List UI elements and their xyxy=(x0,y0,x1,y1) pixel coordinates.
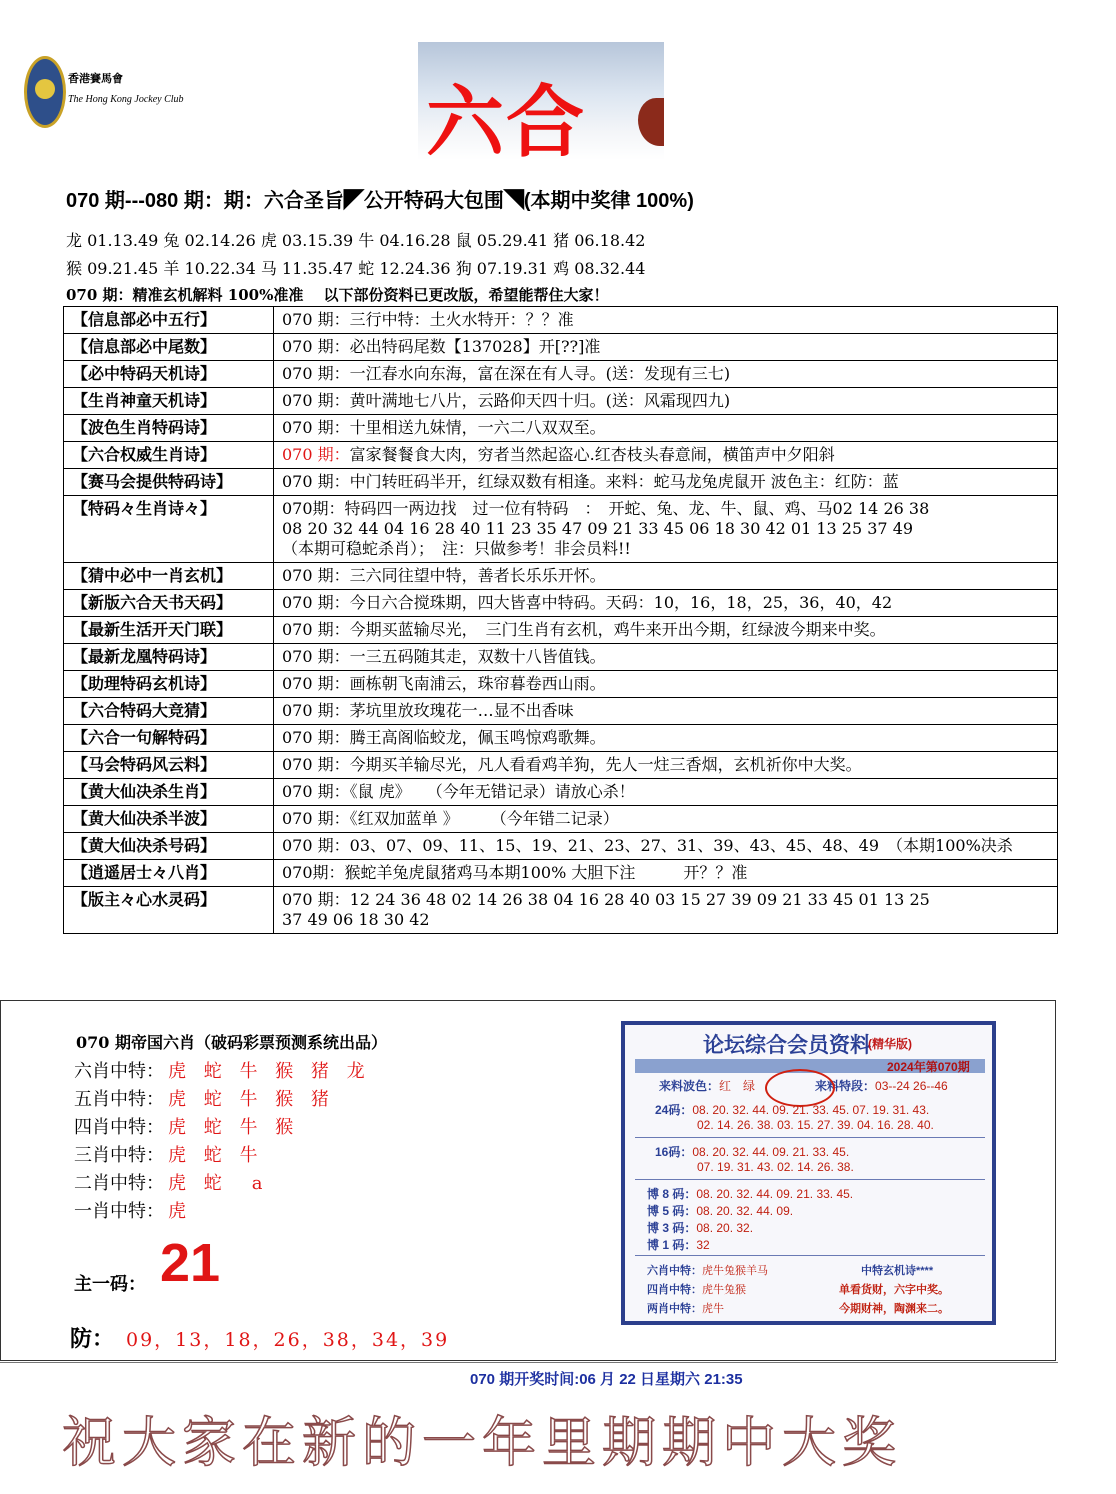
table-row xyxy=(64,698,1058,725)
row-key: 【信息部必中尾数】 xyxy=(64,334,274,361)
table-row xyxy=(64,334,1058,361)
row-key: 【六合特码大竞猜】 xyxy=(64,698,274,725)
fang-label: 防： xyxy=(70,1326,115,1352)
card-six-row xyxy=(647,1262,768,1278)
table-row xyxy=(64,307,1058,334)
card-bo3-label: 博 3 码： xyxy=(647,1221,697,1235)
row-continuation: 08 20 32 44 04 16 28 40 11 23 35 47 09 21 33 45 06 18 30 42 01 13 25 37 49 xyxy=(282,519,914,538)
card-code24-label: 24码： xyxy=(655,1103,693,1117)
xiao-label: 四肖中特： xyxy=(74,1117,164,1138)
row-text: 中门转旺码半开，红绿双数有相逢。来料：蛇马龙兔虎鼠开 波色主：红防：蓝 xyxy=(349,472,899,491)
main-code-label: 主一码： xyxy=(74,1274,146,1295)
page-headline: 070 期---080 期：期：六合圣旨◤公开特码大包围◥(本期中奖律 100%) xyxy=(66,190,694,212)
card-six-label: 六肖中特： xyxy=(647,1265,702,1277)
row-key: 【特码々生肖诗々】 xyxy=(64,496,274,563)
draw-time: 070 期开奖时间:06 月 22 日星期六 21:35 xyxy=(470,1371,743,1388)
card-bo1-values: 32 xyxy=(696,1238,710,1252)
table-row xyxy=(64,887,1058,934)
row-text: 今日六合搅珠期，四大皆喜中特码。天码：10，16，18，25，36，40，42 xyxy=(349,593,893,612)
row-text: 画栋朝飞南浦云，珠帘暮卷西山雨。 xyxy=(349,674,606,693)
main-code: 21 xyxy=(160,1233,221,1293)
row-key: 【赛马会提供特码诗】 xyxy=(64,469,274,496)
table-row xyxy=(64,388,1058,415)
row-issue-prefix: 070 期： xyxy=(282,566,350,585)
row-value xyxy=(274,469,1058,496)
xiao-label: 五肖中特： xyxy=(74,1089,164,1110)
logo-english-name: The Hong Kong Jockey Club xyxy=(68,94,184,105)
xiao-values: 虎 蛇 牛 猴 xyxy=(168,1117,300,1138)
row-issue-prefix: 070 期： xyxy=(282,472,350,491)
row-text: 一江春水向东海，富在深在有人寻。(送：发现有三七) xyxy=(349,364,731,383)
table-row xyxy=(64,671,1058,698)
row-continuation: 37 49 06 18 30 42 xyxy=(282,910,430,929)
card-two-values: 虎牛 xyxy=(702,1303,724,1315)
row-issue-prefix: 070 期： xyxy=(282,337,350,356)
row-value xyxy=(274,779,1058,806)
xiao-values: 虎 蛇 a xyxy=(168,1173,269,1194)
row-issue-prefix: 070 期： xyxy=(282,701,350,720)
row-key: 【黄大仙决杀半波】 xyxy=(64,806,274,833)
row-issue-prefix: 070 期： xyxy=(282,890,350,909)
xiao-values: 虎 xyxy=(168,1201,192,1222)
xiao-row xyxy=(74,1113,299,1139)
row-text: 03、07、09、11、15、19、21、23、27、31、39、43、45、48、49 （本期100%决杀 xyxy=(349,836,1013,855)
fang-values: 09，13，18，26，38，34，39 xyxy=(126,1329,450,1351)
card-code24-b: 02. 14. 26. 38. 03. 15. 27. 39. 04. 16. 28. 40. xyxy=(697,1118,934,1132)
card-divider xyxy=(635,1137,985,1138)
card-teduan-label: 来料特段： xyxy=(815,1079,876,1093)
card-code16-row xyxy=(655,1143,849,1160)
row-continuation: （本期可稳蛇杀肖）； 注：只做参考！非会员料!! xyxy=(282,539,631,558)
card-bo8-row xyxy=(647,1185,853,1202)
row-value xyxy=(274,307,1058,334)
card-bo5-values: 08. 20. 32. 44. 09. xyxy=(696,1204,794,1218)
row-value xyxy=(274,833,1058,860)
zodiac-line-1: 龙 01.13.49 兔 02.14.26 虎 03.15.39 牛 04.16.28 鼠 05.29.41 猪 06.18.42 xyxy=(66,231,646,250)
row-issue-prefix: 070 期： xyxy=(282,391,350,410)
row-text: 富家餐餐食大肉，穷者当然起盗心.红杏枝头春意闹，横笛声中夕阳斜 xyxy=(349,445,835,464)
table-row xyxy=(64,442,1058,469)
row-value xyxy=(274,644,1058,671)
horse-icon xyxy=(638,98,664,146)
row-issue-prefix: 070 期： xyxy=(282,755,350,774)
row-value xyxy=(274,442,1058,469)
card-poem-line-2: 今期财神，陶渊来二。 xyxy=(839,1303,949,1315)
row-text: 特码四一两边找 过一位有特码 ： 开蛇、兔、龙、牛、鼠、鸡、马02 14 26 38 xyxy=(344,499,930,518)
row-value xyxy=(274,671,1058,698)
card-bo8-values: 08. 20. 32. 44. 09. 21. 33. 45. xyxy=(696,1187,854,1201)
card-four-label: 四肖中特： xyxy=(647,1284,702,1296)
card-teduan-row xyxy=(815,1077,948,1094)
table-row xyxy=(64,415,1058,442)
row-text: 《红双加蓝单 》 （今年错二记录） xyxy=(349,809,619,828)
notice-line: 070 期：精准玄机解料 100%准准 以下部份资料已更改版，希望能帮住大家！ xyxy=(66,286,609,304)
banner-title: 六合 xyxy=(426,77,587,160)
row-text: 腾王高阁临蛟龙，佩玉鸣惊鸡歌舞。 xyxy=(349,728,606,747)
row-text: 今期买羊输尽光，凡人看看鸡羊狗，先人一炷三香烟，玄机祈你中大奖。 xyxy=(349,755,862,774)
row-issue-prefix: 070 期： xyxy=(282,418,350,437)
card-two-row xyxy=(647,1300,724,1316)
xiao-label: 一肖中特： xyxy=(74,1201,164,1222)
row-issue-prefix: 070 期： xyxy=(282,674,350,693)
row-value xyxy=(274,563,1058,590)
member-info-card xyxy=(621,1021,996,1325)
card-title: 论坛综合会员资料 xyxy=(703,1034,871,1057)
row-issue-prefix: 070 期： xyxy=(282,647,350,666)
row-issue-prefix: 070 期： xyxy=(282,445,350,464)
card-divider xyxy=(635,1255,985,1256)
divider-line xyxy=(0,1362,1058,1363)
card-code16-b: 07. 19. 31. 43. 02. 14. 26. 38. xyxy=(697,1160,854,1174)
row-key: 【猜中必中一肖玄机】 xyxy=(64,563,274,590)
row-key: 【六合权威生肖诗】 xyxy=(64,442,274,469)
card-bo3-row xyxy=(647,1219,753,1236)
row-issue-prefix: 070 期： xyxy=(282,782,350,801)
row-text: 三行中特：土火水特开：？？准 xyxy=(349,310,574,329)
row-text: 必出特码尾数【137028】开[??]准 xyxy=(349,337,601,356)
row-key: 【生肖神童天机诗】 xyxy=(64,388,274,415)
row-value xyxy=(274,590,1058,617)
row-issue-prefix: 070 期： xyxy=(282,593,350,612)
row-value xyxy=(274,334,1058,361)
table-row xyxy=(64,496,1058,563)
row-issue-prefix: 070 期： xyxy=(282,620,350,639)
table-row xyxy=(64,361,1058,388)
row-issue-prefix: 070期： xyxy=(282,863,345,882)
row-value xyxy=(274,361,1058,388)
card-poem-label: 中特玄机诗**** xyxy=(861,1265,934,1277)
xiao-values: 虎 蛇 牛 猴 猪 xyxy=(168,1089,335,1110)
card-bose-label: 来料波色： xyxy=(659,1079,720,1093)
row-key: 【逍遥居士々八肖】 xyxy=(64,860,274,887)
table-row xyxy=(64,833,1058,860)
xiao-label: 二肖中特： xyxy=(74,1173,164,1194)
xiao-values: 虎 蛇 牛 猴 猪 龙 xyxy=(168,1061,371,1082)
table-row xyxy=(64,590,1058,617)
row-issue-prefix: 070 期： xyxy=(282,310,350,329)
row-value xyxy=(274,806,1058,833)
row-issue-prefix: 070 期： xyxy=(282,364,350,383)
card-teduan-values: 03--24 26--46 xyxy=(875,1079,948,1093)
card-code16-label: 16码： xyxy=(655,1145,693,1159)
row-key: 【黄大仙决杀生肖】 xyxy=(64,779,274,806)
row-key: 【新版六合天书天码】 xyxy=(64,590,274,617)
row-text: 今期买蓝输尽光， 三门生肖有玄机，鸡牛来开出今期，红绿波今期来中奖。 xyxy=(349,620,886,639)
row-issue-prefix: 070 期： xyxy=(282,728,350,747)
xiao-label: 六肖中特： xyxy=(74,1061,164,1082)
card-bo1-label: 博 1 码： xyxy=(647,1238,697,1252)
table-row xyxy=(64,860,1058,887)
row-key: 【最新生活开天门联】 xyxy=(64,617,274,644)
row-value xyxy=(274,725,1058,752)
row-text: 茅坑里放玫瑰花一…显不出香味 xyxy=(349,701,574,720)
row-issue-prefix: 070 期： xyxy=(282,836,350,855)
row-text: 十里相送九妹情，一六二八双双至。 xyxy=(349,418,606,437)
row-issue-prefix: 070 期： xyxy=(282,809,350,828)
row-key: 【信息部必中五行】 xyxy=(64,307,274,334)
row-value xyxy=(274,496,1058,563)
row-text: 《鼠 虎》 （今年无错记录）请放心杀！ xyxy=(349,782,635,801)
prediction-table xyxy=(63,306,1058,934)
row-key: 【版主々心水灵码】 xyxy=(64,887,274,934)
blessing-banner: 祝大家在新的一年里期期中大奖 xyxy=(62,1411,902,1474)
row-value xyxy=(274,752,1058,779)
card-code24-a: 08. 20. 32. 44. 09. 21. 33. 45. 07. 19. 31. 43. xyxy=(692,1103,930,1117)
card-bo5-row xyxy=(647,1202,793,1219)
card-poem-line-1: 单看货财，六字中奖。 xyxy=(839,1284,949,1296)
card-bo5-label: 博 5 码： xyxy=(647,1204,697,1218)
card-divider xyxy=(635,1179,985,1180)
table-row xyxy=(64,725,1058,752)
row-key: 【六合一句解特码】 xyxy=(64,725,274,752)
card-year: 2024年第070期 xyxy=(887,1060,970,1074)
jockey-club-logo-icon xyxy=(24,56,66,128)
table-row xyxy=(64,752,1058,779)
table-row xyxy=(64,806,1058,833)
xiao-row xyxy=(74,1057,371,1083)
row-key: 【马会特码风云料】 xyxy=(64,752,274,779)
card-bo8-label: 博 8 码： xyxy=(647,1187,697,1201)
row-text: 猴蛇羊兔虎鼠猪鸡马本期100% 大胆下注 开？？准 xyxy=(344,863,748,882)
table-row xyxy=(64,617,1058,644)
table-row xyxy=(64,563,1058,590)
card-bo1-row xyxy=(647,1236,710,1253)
xiao-row xyxy=(74,1141,263,1167)
card-four-values: 虎牛兔猴 xyxy=(702,1284,746,1296)
row-issue-prefix: 070期： xyxy=(282,499,345,518)
row-value xyxy=(274,388,1058,415)
xiao-label: 三肖中特： xyxy=(74,1145,164,1166)
zodiac-line-2: 猴 09.21.45 羊 10.22.34 马 11.35.47 蛇 12.24.36 狗 07.19.31 鸡 08.32.44 xyxy=(66,259,646,278)
table-row xyxy=(64,644,1058,671)
row-key: 【助理特码玄机诗】 xyxy=(64,671,274,698)
card-bose-row xyxy=(659,1077,755,1094)
card-four-row xyxy=(647,1281,746,1297)
card-bo3-values: 08. 20. 32. xyxy=(696,1221,754,1235)
row-text: 三六同往望中特，善者长乐乐开怀。 xyxy=(349,566,606,585)
row-value xyxy=(274,887,1058,934)
xiao-row xyxy=(74,1085,335,1111)
card-code24-row xyxy=(655,1101,929,1118)
logo-chinese-name: 香港賽馬會 xyxy=(68,72,123,85)
row-text: 12 24 36 48 02 14 26 38 04 16 28 40 03 15 27 39 09 21 33 45 01 13 25 xyxy=(349,890,930,909)
six-xiao-title: 070 期帝国六肖（破码彩票预测系统出品） xyxy=(76,1033,387,1052)
card-subtitle: (精华版) xyxy=(868,1037,912,1051)
row-text: 黄叶满地七八片，云路仰天四十归。(送：风霜现四九) xyxy=(349,391,731,410)
table-row xyxy=(64,469,1058,496)
row-key: 【必中特码天机诗】 xyxy=(64,361,274,388)
table-row xyxy=(64,779,1058,806)
row-key: 【波色生肖特码诗】 xyxy=(64,415,274,442)
row-key: 【黄大仙决杀号码】 xyxy=(64,833,274,860)
card-poem-label-row xyxy=(861,1262,933,1278)
xiao-values: 虎 蛇 牛 xyxy=(168,1145,264,1166)
row-value xyxy=(274,698,1058,725)
card-code16-a: 08. 20. 32. 44. 09. 21. 33. 45. xyxy=(692,1145,850,1159)
xiao-row xyxy=(74,1169,268,1195)
card-two-label: 两肖中特： xyxy=(647,1303,702,1315)
row-value xyxy=(274,860,1058,887)
card-bose-values: 红 绿 xyxy=(719,1079,756,1093)
xiao-row xyxy=(74,1197,192,1223)
row-value xyxy=(274,617,1058,644)
row-value xyxy=(274,415,1058,442)
card-six-values: 虎牛兔猴羊马 xyxy=(702,1265,768,1277)
banner-image xyxy=(418,42,664,160)
row-key: 【最新龙凰特码诗】 xyxy=(64,644,274,671)
row-text: 一三五码随其走，双数十八皆值钱。 xyxy=(349,647,606,666)
